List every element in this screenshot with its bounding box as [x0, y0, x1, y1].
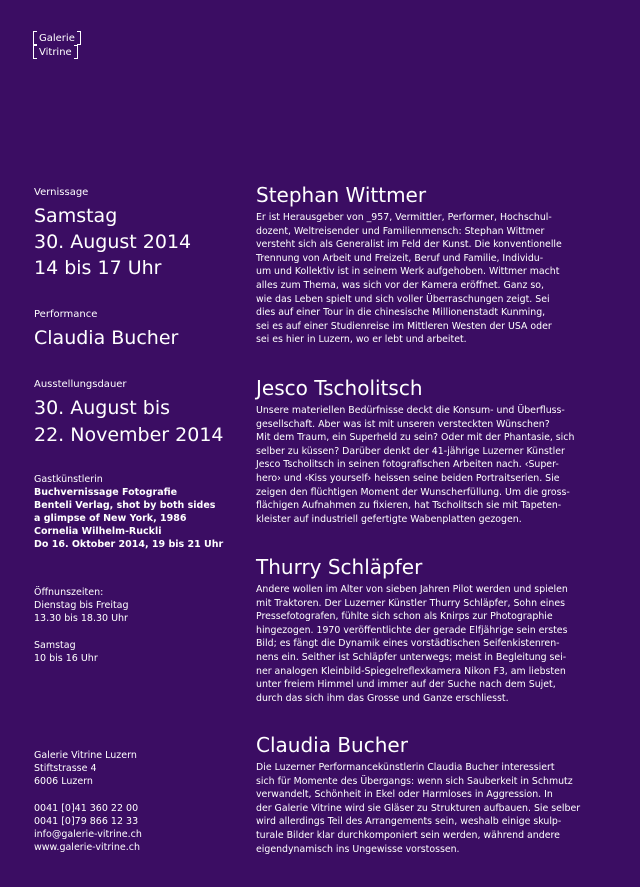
logo-bracket-right-2	[74, 45, 78, 59]
guest-line-2: Benteli Verlag, shot by both sides	[34, 500, 216, 511]
contact-phone-1: 0041 [0]41 360 22 00	[34, 803, 139, 814]
vernissage-time: 14 bis 17 Uhr	[34, 257, 162, 279]
contact-city: 6006 Luzern	[34, 776, 93, 787]
gallery-logo	[33, 31, 81, 59]
guest-line-3: a glimpse of New York, 1986	[34, 513, 187, 524]
contact-email: info@galerie-vitrine.ch	[34, 829, 142, 840]
artist-name-wittmer: Stephan Wittmer	[256, 183, 427, 207]
artist-bio-schlaepfer: Andere wollen im Alter von sieben Jahren Pilot werden und spielen mit Traktoren. Der Luzerner Künstler Thurry Schläpfer, Sohn eines Pressefotografen, fühlte sich schon als Knirps zur Photographie hingezogen. 1970 veröffentlichte der gerade Elfjährige sein erstes Bild; es fängt die Dynamik eines vorstädtischen Seifenkistenren- nens ein. Seither ist Schläpfer unterwegs; meist in Begleitung sei- ner analogen Kleinbild-Spiegelreflexkamera Nikon F3, am liebsten unter freiem Himmel und immer auf der Suche nach dem Sujet, durch das sich ihm das Grosse und Ganze erschliesst.	[256, 584, 568, 704]
guest-line-5: Do 16. Oktober 2014, 19 bis 21 Uhr	[34, 539, 224, 550]
contact-website: www.galerie-vitrine.ch	[34, 842, 141, 853]
logo-line-1: Galerie	[39, 32, 75, 44]
performance-artist: Claudia Bucher	[34, 327, 179, 349]
artist-name-bucher: Claudia Bucher	[256, 733, 408, 757]
contact-name: Galerie Vitrine Luzern	[34, 750, 137, 761]
performance-label: Performance	[34, 309, 98, 320]
artist-bio-tscholitsch: Unsere materiellen Bedürfnisse deckt die Konsum- und Überfluss- gesellschaft. Aber was ist mit unseren versteckten Wünschen? Mit dem Traum, ein Superheld zu sein? Oder mit der Phantasie, sich selber zu küssen? Darüber denkt der 41-jährige Luzerner Künstler Jesco Tscholitsch in seinen fotografischen Arbeiten nach. ‹Super- hero› und ‹Kiss yourself› heissen seine beiden Portraitserien. Sie zeigen den flüchtigen Moment der Wunscherfüllung. Um die gross- flächigen Aufnahmen zu fixieren, hat Tscholitsch sie mit Tapeten- kleister auf industriell gefertigte Wabenplatten gezogen.	[256, 405, 575, 525]
logo-bracket-left-2	[33, 45, 37, 59]
hours-weekday-days: Dienstag bis Freitag	[34, 600, 129, 611]
duration-end: 22. November 2014	[34, 424, 224, 446]
contact-phone-2: 0041 [0]79 866 12 33	[34, 816, 139, 827]
guest-label: Gastkünstlerin	[34, 474, 103, 485]
vernissage-date: 30. August 2014	[34, 231, 192, 253]
vernissage-day: Samstag	[34, 205, 118, 227]
logo-bracket-right	[77, 31, 81, 45]
artist-name-tscholitsch: Jesco Tscholitsch	[256, 376, 423, 400]
hours-saturday-day: Samstag	[34, 640, 76, 651]
contact-street: Stiftstrasse 4	[34, 763, 97, 774]
logo-bracket-left	[33, 31, 37, 45]
artist-name-schlaepfer: Thurry Schläpfer	[256, 555, 423, 579]
duration-label: Ausstellungsdauer	[34, 379, 127, 390]
guest-line-1: Buchvernissage Fotografie	[34, 487, 178, 498]
artist-bio-wittmer: Er ist Herausgeber von _957, Vermittler, Performer, Hochschul- dozent, Weltreisender und Familienmensch: Stephan Wittmer versteht sich als Generalist im Feld der Kunst. Die konventionelle Trennung von Arbeit und Freizeit, Beruf und Familie, Individu- um und Kollektiv ist in seinem Werk aufgehoben. Wittmer macht alles zum Thema, was sich vor der Kamera eröffnet. Ganz so, wie das Leben spielt und sich voller Überraschungen zeigt. Sei dies auf einer Tour in die chinesische Millionenstadt Kunming, sei es auf einer Studienreise im Mittleren Westen der USA oder sei es hier in Luzern, wo er lebt und arbeitet.	[256, 212, 562, 346]
hours-weekday-time: 13.30 bis 18.30 Uhr	[34, 613, 128, 624]
vernissage-label: Vernissage	[34, 187, 89, 198]
hours-saturday-time: 10 bis 16 Uhr	[34, 653, 98, 664]
hours-label: Öffnunszeiten:	[34, 587, 104, 598]
artist-bio-bucher: Die Luzerner Performancekünstlerin Claudia Bucher interessiert sich für Momente des Übergangs: wenn sich Sauberkeit in Schmutz verwandelt, Schönheit in Ekel oder Harmloses in Aggression. In der Galerie Vitrine wird sie Gläser zu Strukturen aufbauen. Sie selber wird allerdings Teil des Arrangements sein, weshalb einige skulp- turale Bilder klar durchkomponiert sein werden, während andere eigendynamisch ins Ungewisse vorstossen.	[256, 762, 581, 855]
guest-line-4: Cornelia Wilhelm-Ruckli	[34, 526, 162, 537]
duration-start: 30. August bis	[34, 397, 171, 419]
logo-line-2: Vitrine	[39, 46, 72, 58]
